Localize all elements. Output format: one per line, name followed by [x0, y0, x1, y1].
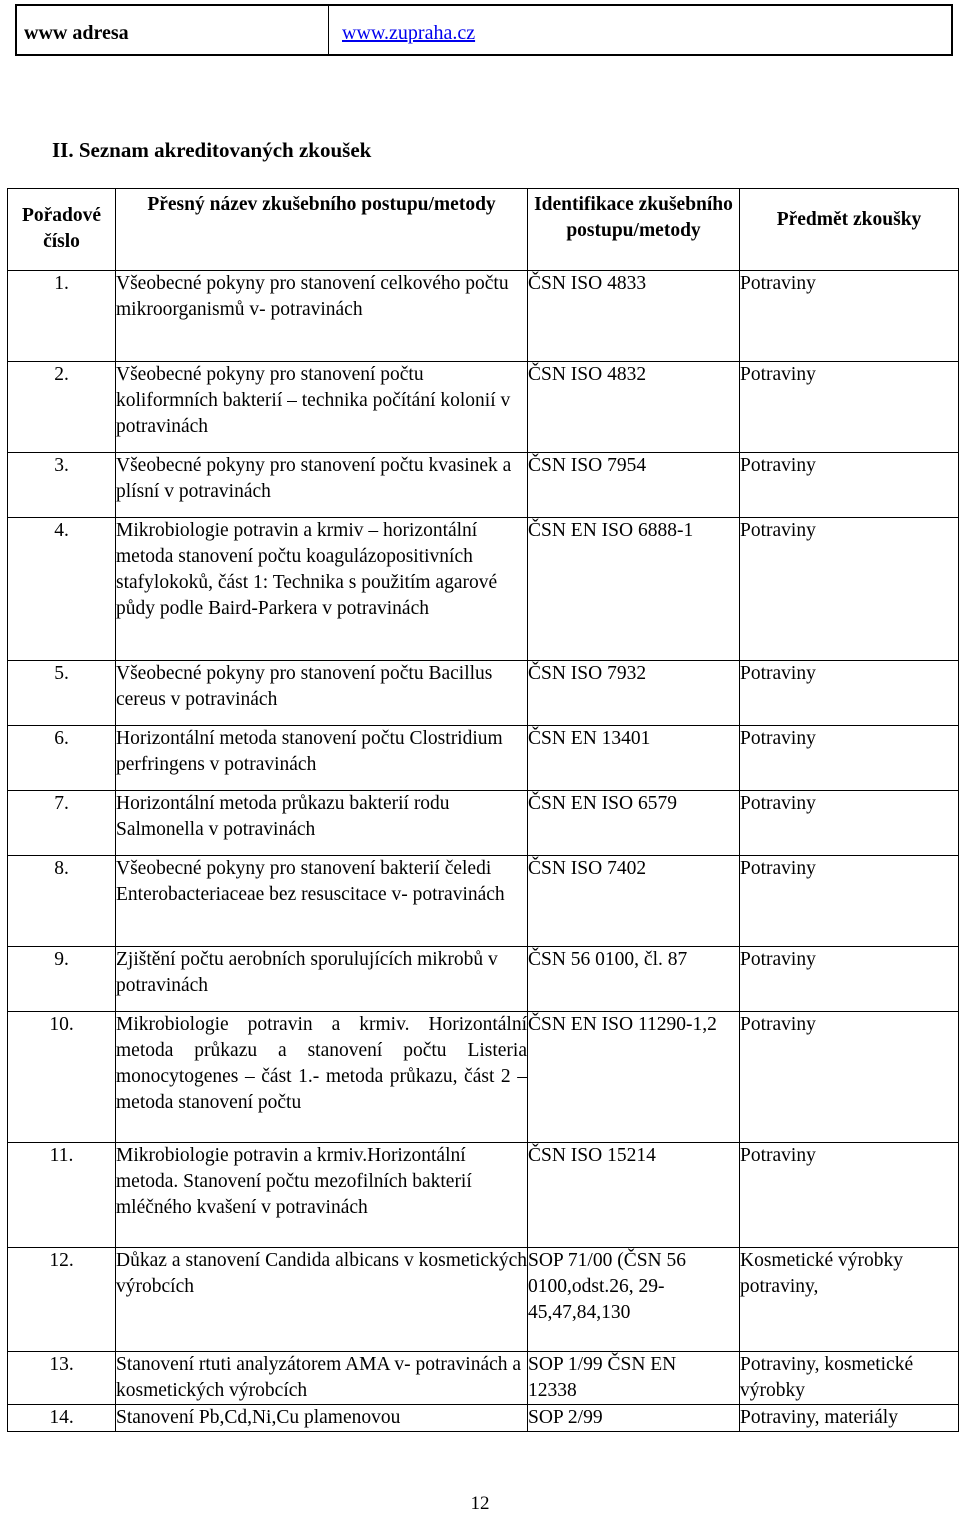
row-name: Mikrobiologie potravin a krmiv. Horizontální metoda průkazu a stanovení počtu Listeria monocytogenes – část 1.- metoda průkazu, část 2 – metoda stanovení počtu [116, 1012, 528, 1143]
row-num: 11. [8, 1143, 116, 1248]
row-ident: ČSN ISO 7954 [528, 453, 740, 518]
header-url-cell [329, 6, 951, 54]
row-ident: ČSN ISO 4832 [528, 362, 740, 453]
row-subject: Potraviny [740, 362, 959, 453]
table-row [8, 1352, 959, 1405]
row-name: Mikrobiologie potravin a krmiv.Horizontální metoda. Stanovení počtu mezofilních bakterií mléčného kvašení v potravinách [116, 1143, 528, 1248]
row-ident: ČSN EN 13401 [528, 726, 740, 791]
table-row [8, 726, 959, 791]
table-row [8, 518, 959, 661]
header-url-link[interactable]: www.zupraha.cz [342, 22, 476, 44]
accredited-tests-table [7, 188, 959, 1432]
table-row [8, 271, 959, 362]
row-name: Stanovení rtuti analyzátorem AMA v- potravinách a kosmetických výrobcích [116, 1352, 528, 1405]
header-ident: Identifikace zkušebního postupu/metody [528, 189, 740, 271]
table-row [8, 453, 959, 518]
row-num: 7. [8, 791, 116, 856]
table-row [8, 1012, 959, 1143]
row-name: Horizontální metoda průkazu bakterií rodu Salmonella v potravinách [116, 791, 528, 856]
table-row [8, 1405, 959, 1432]
header-box [15, 4, 953, 56]
row-num: 9. [8, 947, 116, 1012]
row-name: Všeobecné pokyny pro stanovení počtu koliformních bakterií – technika počítání kolonií v potravinách [116, 362, 528, 453]
row-num: 5. [8, 661, 116, 726]
row-name: Stanovení Pb,Cd,Ni,Cu plamenovou [116, 1405, 528, 1432]
row-ident: ČSN EN ISO 11290-1,2 [528, 1012, 740, 1143]
row-subject: Potraviny [740, 1012, 959, 1143]
row-name: Důkaz a stanovení Candida albicans v kosmetických výrobcích [116, 1248, 528, 1352]
row-num: 2. [8, 362, 116, 453]
header-subject: Předmět zkoušky [740, 189, 959, 271]
row-subject: Potraviny [740, 661, 959, 726]
table-row [8, 791, 959, 856]
row-name: Zjištění počtu aerobních sporulujících mikrobů v potravinách [116, 947, 528, 1012]
row-subject: Kosmetické výrobky potraviny, [740, 1248, 959, 1352]
table-row [8, 947, 959, 1012]
row-ident: ČSN 56 0100, čl. 87 [528, 947, 740, 1012]
row-name: Všeobecné pokyny pro stanovení celkového počtu mikroorganismů v- potravinách [116, 271, 528, 362]
row-ident: ČSN ISO 15214 [528, 1143, 740, 1248]
row-name: Všeobecné pokyny pro stanovení počtu Bacillus cereus v potravinách [116, 661, 528, 726]
row-ident: ČSN ISO 7932 [528, 661, 740, 726]
section-title: II. Seznam akreditovaných zkoušek [52, 138, 372, 162]
row-num: 14. [8, 1405, 116, 1432]
header-name: Přesný název zkušebního postupu/metody [116, 189, 528, 271]
table-row [8, 1143, 959, 1248]
table-row [8, 856, 959, 947]
row-subject: Potraviny, materiály [740, 1405, 959, 1432]
row-subject: Potraviny [740, 726, 959, 791]
row-subject: Potraviny [740, 947, 959, 1012]
row-num: 6. [8, 726, 116, 791]
row-num: 1. [8, 271, 116, 362]
row-ident: ČSN ISO 4833 [528, 271, 740, 362]
row-ident: SOP 1/99 ČSN EN 12338 [528, 1352, 740, 1405]
table-row [8, 1248, 959, 1352]
row-num: 12. [8, 1248, 116, 1352]
table-row [8, 661, 959, 726]
row-name: Všeobecné pokyny pro stanovení bakterií čeledi Enterobacteriaceae bez resuscitace v- potravinách [116, 856, 528, 947]
row-subject: Potraviny [740, 453, 959, 518]
row-ident: SOP 2/99 [528, 1405, 740, 1432]
table-header-row [8, 189, 959, 271]
header-label: www adresa [17, 6, 329, 54]
row-ident: ČSN ISO 7402 [528, 856, 740, 947]
row-name: Horizontální metoda stanovení počtu Clostridium perfringens v potravinách [116, 726, 528, 791]
row-subject: Potraviny [740, 856, 959, 947]
row-name: Mikrobiologie potravin a krmiv – horizontální metoda stanovení počtu koagulázopositivních stafylokoků, část 1: Technika s použitím agarové půdy podle Baird-Parkera v potravinách [116, 518, 528, 661]
row-num: 13. [8, 1352, 116, 1405]
row-num: 4. [8, 518, 116, 661]
page-number: 12 [470, 1493, 490, 1514]
row-ident: ČSN EN ISO 6579 [528, 791, 740, 856]
row-subject: Potraviny, kosmetické výrobky [740, 1352, 959, 1405]
row-num: 8. [8, 856, 116, 947]
row-subject: Potraviny [740, 271, 959, 362]
row-ident: SOP 71/00 (ČSN 56 0100,odst.26, 29-45,47,84,130 [528, 1248, 740, 1352]
row-name: Všeobecné pokyny pro stanovení počtu kvasinek a plísní v potravinách [116, 453, 528, 518]
row-num: 10. [8, 1012, 116, 1143]
row-subject: Potraviny [740, 791, 959, 856]
table-row [8, 362, 959, 453]
row-ident: ČSN EN ISO 6888-1 [528, 518, 740, 661]
row-subject: Potraviny [740, 518, 959, 661]
row-num: 3. [8, 453, 116, 518]
header-order: Pořadové číslo [8, 189, 116, 271]
row-subject: Potraviny [740, 1143, 959, 1248]
